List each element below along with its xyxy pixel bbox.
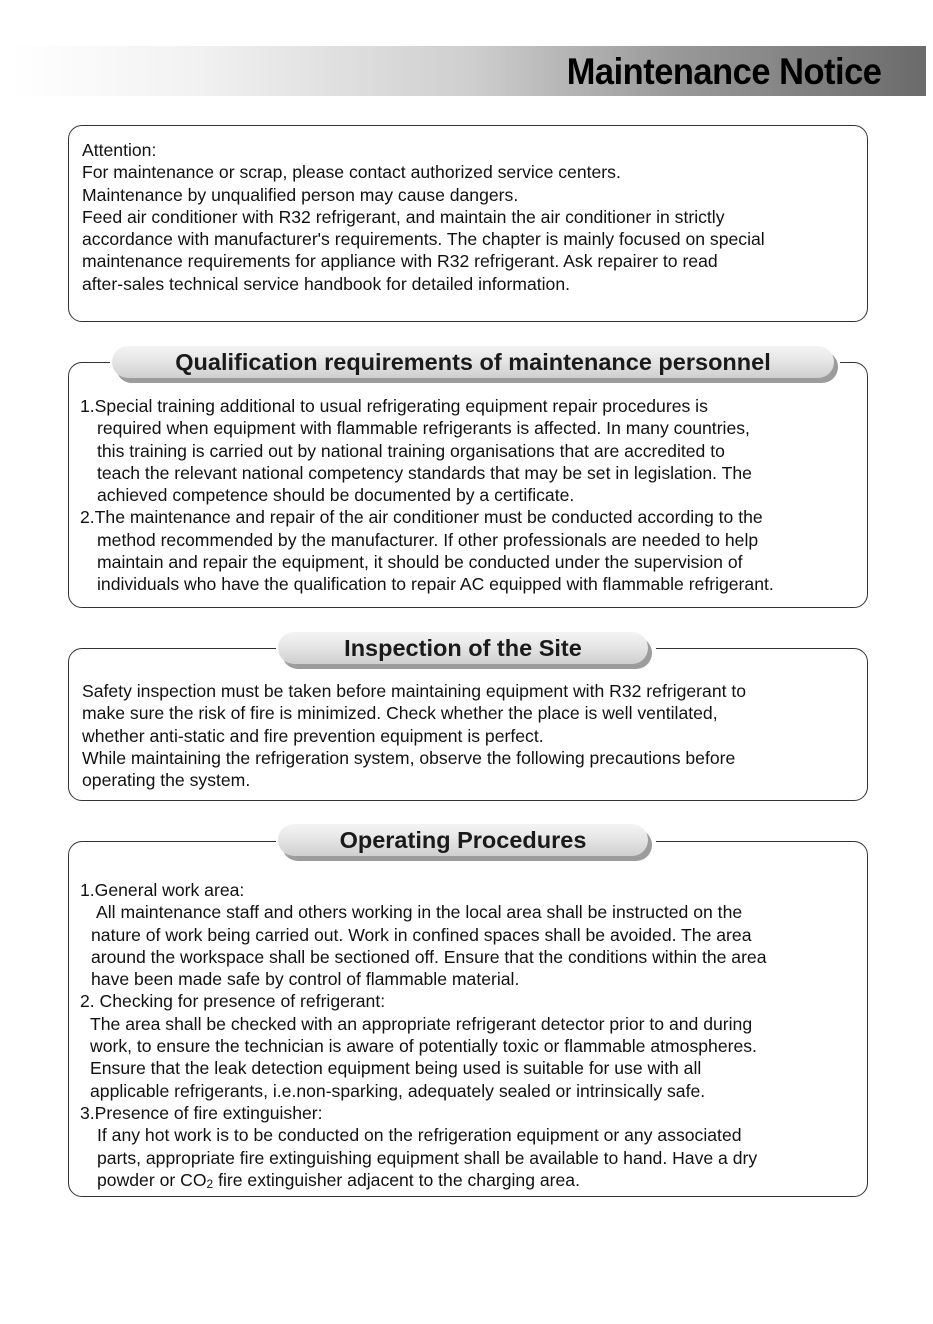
- attention-line: maintenance requirements for appliance with R32 refrigerant. Ask repairer to read: [82, 251, 718, 272]
- qualification-line: achieved competence should be documented by a certificate.: [97, 485, 575, 506]
- qualification-line: this training is carried out by national training organisations that are accredited to: [97, 440, 725, 461]
- inspection-box: [68, 648, 868, 801]
- procedures-line: parts, appropriate fire extinguishing equipment shall be available to hand. Have a dry: [97, 1147, 758, 1168]
- procedures-text: [80, 879, 767, 1191]
- procedures-line: have been made safe by control of flammable material.: [91, 969, 520, 990]
- section-title: Qualification requirements of maintenance personnel: [112, 346, 834, 378]
- procedures-item-heading: 2. Checking for presence of refrigerant:: [80, 991, 386, 1012]
- qualification-line: method recommended by the manufacturer. If other professionals are needed to help: [97, 529, 759, 550]
- inspection-title-pill: [278, 632, 648, 664]
- attention-line: accordance with manufacturer's requirements. The chapter is mainly focused on special: [82, 229, 765, 250]
- inspection-line: make sure the risk of fire is minimized. Check whether the place is well ventilated,: [82, 703, 718, 724]
- co2-subscript: 2: [206, 1176, 214, 1191]
- co2-text-after: fire extinguisher adjacent to the charging area.: [213, 1169, 580, 1190]
- qualification-line: required when equipment with flammable refrigerants is affected. In many countries,: [97, 418, 750, 439]
- inspection-line: operating the system.: [82, 770, 251, 791]
- attention-heading: Attention:: [82, 140, 157, 160]
- page-title: Maintenance Notice: [566, 51, 881, 92]
- attention-line: Maintenance by unqualified person may cause dangers.: [82, 184, 519, 205]
- inspection-line: whether anti-static and fire prevention equipment is perfect.: [82, 725, 544, 746]
- attention-box: [68, 125, 868, 322]
- procedures-title-pill: [278, 824, 648, 856]
- inspection-line: Safety inspection must be taken before maintaining equipment with R32 refrigerant to: [82, 681, 747, 701]
- procedures-line: work, to ensure the technician is aware of potentially toxic or flammable atmospheres.: [90, 1036, 757, 1057]
- attention-line: For maintenance or scrap, please contact authorized service centers.: [82, 162, 621, 183]
- procedures-line: around the workspace shall be sectioned off. Ensure that the conditions within the area: [91, 946, 767, 967]
- inspection-text: [82, 680, 746, 791]
- procedures-line: Ensure that the leak detection equipment being used is suitable for use with all: [90, 1058, 702, 1079]
- qualification-line: 1.Special training additional to usual refrigerating equipment repair procedures is: [80, 396, 708, 416]
- attention-text: [82, 139, 765, 295]
- qualification-title-pill: [112, 346, 834, 378]
- section-title: Inspection of the Site: [278, 632, 648, 664]
- qualification-box: [68, 362, 868, 608]
- attention-line: after-sales technical service handbook for detailed information.: [82, 273, 571, 294]
- procedures-line: The area shall be checked with an appropriate refrigerant detector prior to and during: [90, 1013, 753, 1034]
- procedures-line: applicable refrigerants, i.e.non-sparking, adequately sealed or intrinsically safe.: [90, 1080, 706, 1101]
- procedures-line: All maintenance staff and others working in the local area shall be instructed on the: [96, 902, 743, 923]
- attention-line: Feed air conditioner with R32 refrigerant, and maintain the air conditioner in strictly: [82, 206, 725, 227]
- procedures-line: nature of work being carried out. Work in confined spaces shall be avoided. The area: [91, 924, 752, 945]
- qualification-line: 2.The maintenance and repair of the air conditioner must be conducted according to the: [80, 507, 763, 528]
- section-title: Operating Procedures: [278, 824, 648, 856]
- qualification-line: teach the relevant national competency standards that may be set in legislation. The: [97, 462, 752, 483]
- inspection-line: While maintaining the refrigeration system, observe the following precautions before: [82, 747, 736, 768]
- qualification-line: individuals who have the qualification to repair AC equipped with flammable refrigerant.: [97, 574, 774, 595]
- procedures-line: If any hot work is to be conducted on the refrigeration equipment or any associated: [97, 1125, 742, 1146]
- qualification-text: [80, 395, 774, 596]
- procedures-item-heading: 3.Presence of fire extinguisher:: [80, 1102, 323, 1123]
- co2-text-before: powder or CO: [97, 1169, 207, 1190]
- procedures-item-heading: 1.General work area:: [80, 880, 245, 900]
- qualification-line: maintain and repair the equipment, it should be conducted under the supervision of: [97, 552, 743, 573]
- procedures-line-co2: [80, 1169, 767, 1191]
- procedures-box: [68, 841, 868, 1197]
